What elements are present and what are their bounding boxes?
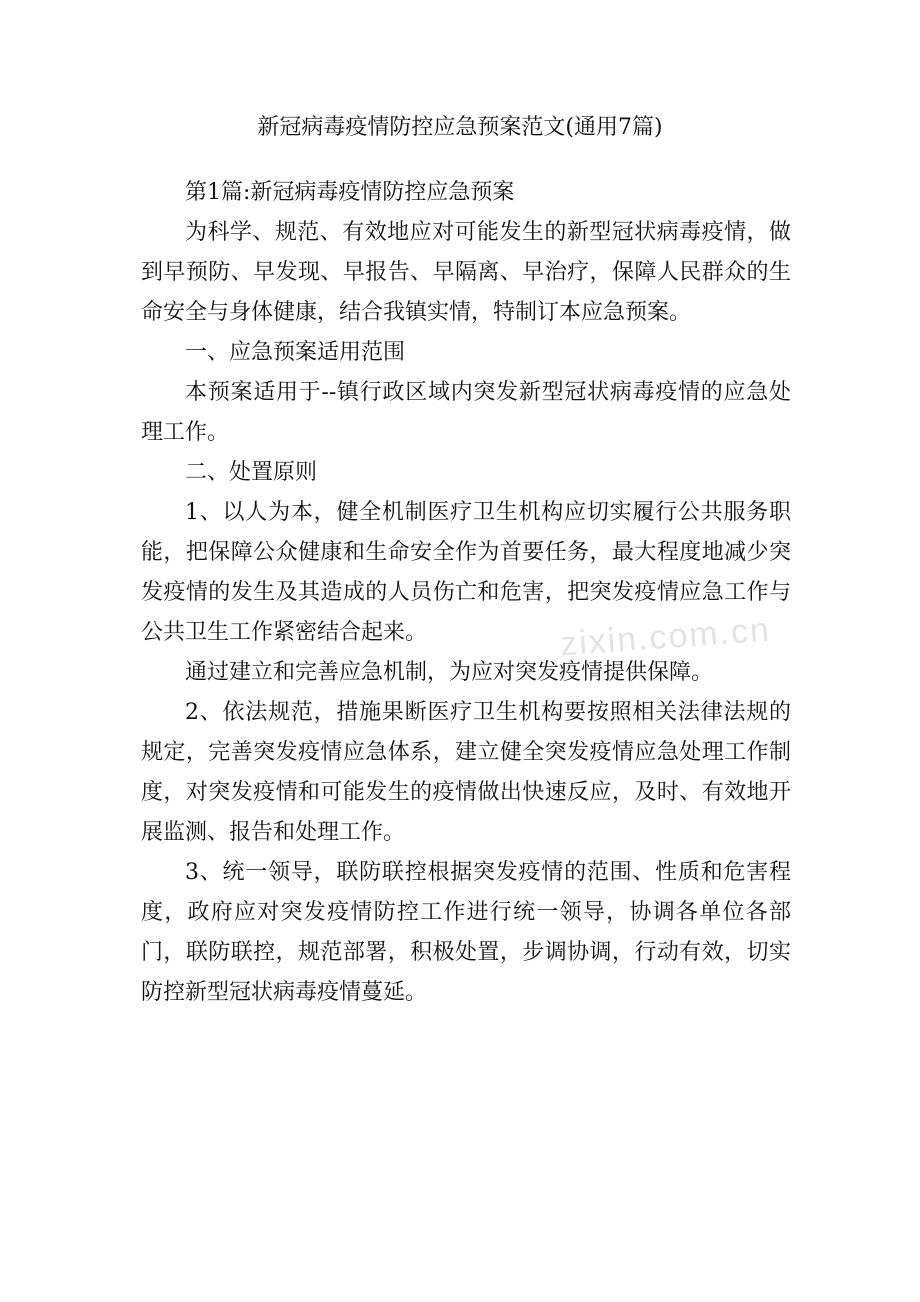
document-body — [141, 173, 791, 1013]
intro-paragraph: 为科学、规范、有效地应对可能发生的新型冠状病毒疫情，做到早预防、早发现、早报告、早隔离、早治疗，保障人民群众的生命安全与身体健康，结合我镇实情，特制订本应急预案。 — [141, 220, 791, 325]
principle-paragraph-3: 3、统一领导，联防联控根据突发疫情的范围、性质和危害程度，政府应对突发疫情防控工作进行统一领导，协调各单位各部门，联防联控，规范部署，积极处置，步调协调，行动有效，切实防控新型冠状病毒疫情蔓延。 — [141, 860, 791, 1005]
watermark: zixin.com.cn — [558, 610, 773, 664]
principle-paragraph-2: 2、依法规范，措施果断医疗卫生机构要按照相关法律法规的规定，完善突发疫情应急体系，建立健全突发疫情应急处理工作制度，对突发疫情和可能发生的疫情做出快速反应，及时、有效地开展监测、报告和处理工作。 — [141, 700, 791, 845]
principle-paragraph-1: 1、以人为本，健全机制医疗卫生机构应切实履行公共服务职能，把保障公众健康和生命安全作为首要任务，最大程度地减少突发疫情的发生及其造成的人员伤亡和危害，把突发疫情应急工作与公共卫生工作紧密结合起来。 — [141, 500, 791, 645]
principle-note: 通过建立和完善应急机制，为应对突发疫情提供保障。 — [185, 660, 714, 685]
section-heading-scope: 一、应急预案适用范围 — [185, 340, 406, 365]
document-title: 新冠病毒疫情防控应急预案范文(通用7篇) — [257, 115, 663, 140]
scope-paragraph: 本预案适用于--镇行政区域内突发新型冠状病毒疫情的应急处理工作。 — [141, 380, 791, 445]
part-heading: 第1篇:新冠病毒疫情防控应急预案 — [185, 180, 515, 205]
section-heading-principles: 二、处置原则 — [185, 460, 318, 485]
